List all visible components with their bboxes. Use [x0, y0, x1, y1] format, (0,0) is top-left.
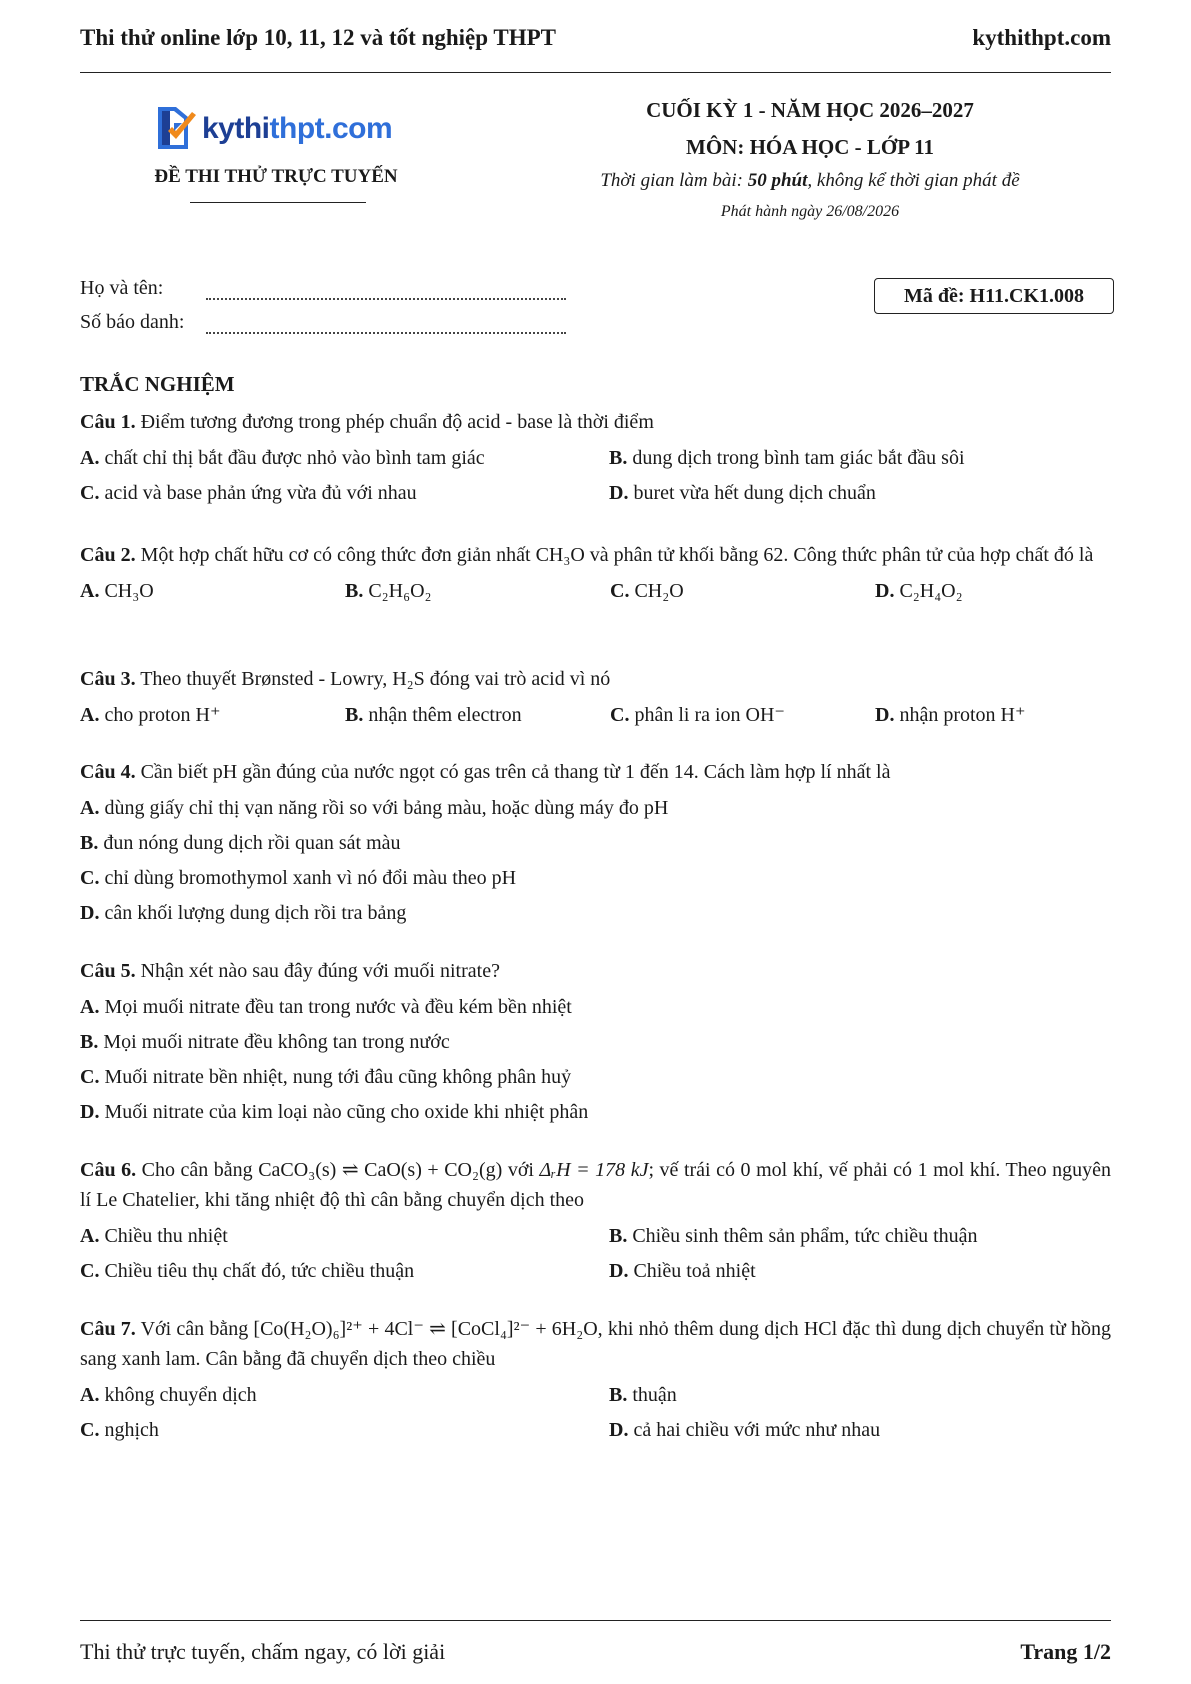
q7-option-c[interactable]: C. nghịch	[80, 1419, 159, 1441]
q2-option-c[interactable]: C. CH₂O	[610, 580, 684, 602]
question-7: Câu 7. Với cân bằng [Co(H₂O)₆]²⁺ + 4Cl⁻ ⇌ [CoCl₄]²⁻ + 6H₂O, khi nhỏ thêm dung dịch HCl đặc thì dung dịch chuyển từ hồng sang xanh lam. Cân bằng đã chuyển dịch theo chiều A. không chuyển dịch B. thuận C. nghịch D. cả hai chiều với mức như nhau	[80, 1314, 1111, 1445]
question-1: Câu 1. Điểm tương đương trong phép chuẩn độ acid - base là thời điểm A. chất chỉ thị bắt đầu được nhỏ vào bình tam giác B. dung dịch trong bình tam giác bắt đầu sôi C. acid và base phản ứng vừa đủ với nhau D. buret vừa hết dung dịch chuẩn	[80, 407, 1111, 508]
kythithpt-logo-icon	[152, 103, 200, 155]
q1-option-b[interactable]: B. dung dịch trong bình tam giác bắt đầu sôi	[609, 447, 965, 469]
exam-info	[540, 96, 1080, 223]
q6-option-c[interactable]: C. Chiều tiêu thụ chất đó, tức chiều thuận	[80, 1260, 415, 1282]
q6-enthalpy: ΔᵣH = 178 kJ	[539, 1159, 649, 1181]
logo-wordmark: kythithpt.com	[202, 112, 393, 145]
student-info	[80, 266, 566, 334]
name-label: Họ và tên:	[80, 277, 164, 299]
q7-option-d[interactable]: D. cả hai chiều với mức như nhau	[609, 1419, 881, 1441]
q4-option-c[interactable]: C. chỉ dùng bromothymol xanh vì nó đổi màu theo pH	[80, 867, 517, 889]
site-logo	[152, 103, 392, 155]
q6-equation: CaCO₃(s) ⇌ CaO(s) + CO₂(g)	[258, 1159, 503, 1181]
q5-option-d[interactable]: D. Muối nitrate của kim loại nào cũng cho oxide khi nhiệt phân	[80, 1101, 589, 1123]
q4-option-d[interactable]: D. cân khối lượng dung dịch rồi tra bảng	[80, 902, 407, 924]
page-footer	[80, 1620, 1111, 1665]
student-id-label: Số báo danh:	[80, 311, 185, 333]
q7-equation: [Co(H₂O)₆]²⁺ + 4Cl⁻ ⇌ [CoCl₄]²⁻ + 6H₂O	[253, 1318, 598, 1340]
q4-option-a[interactable]: A. dùng giấy chỉ thị vạn năng rồi so với bảng màu, hoặc dùng máy đo pH	[80, 797, 669, 819]
question-4: Câu 4. Cần biết pH gần đúng của nước ngọt có gas trên cả thang từ 1 đến 14. Cách làm hợp lí nhất là A. dùng giấy chỉ thị vạn năng rồi so với bảng màu, hoặc dùng máy đo pH B. đun nóng dung dịch rồi quan sát màu C. chỉ dùng bromothymol xanh vì nó đổi màu theo pH D. cân khối lượng dung dịch rồi tra bảng	[80, 757, 1111, 928]
q2-option-b[interactable]: B. C₂H₆O₂	[345, 580, 432, 602]
q7-option-a[interactable]: A. không chuyển dịch	[80, 1384, 257, 1406]
q3-option-a[interactable]: A. cho proton H⁺	[80, 704, 221, 726]
question-6: Câu 6. Cho cân bằng CaCO₃(s) ⇌ CaO(s) + CO₂(g) với ΔᵣH = 178 kJ; vế trái có 0 mol khí, vế phải có 1 mol khí. Theo nguyên lí Le Chatelier, khi tăng nhiệt độ thì cân bằng chuyển dịch theo A. Chiều thu nhiệt B. Chiều sinh thêm sản phẩm, tức chiều thuận C. Chiều tiêu thụ chất đó, tức chiều thuận D. Chiều toả nhiệt	[80, 1155, 1111, 1286]
q1-option-a[interactable]: A. chất chỉ thị bắt đầu được nhỏ vào bình tam giác	[80, 447, 485, 469]
name-field[interactable]	[206, 278, 566, 300]
header-site: kythithpt.com	[972, 25, 1111, 50]
q3-option-d[interactable]: D. nhận proton H⁺	[875, 704, 1026, 726]
q5-option-b[interactable]: B. Mọi muối nitrate đều không tan trong nước	[80, 1031, 450, 1053]
q7-option-b[interactable]: B. thuận	[609, 1384, 677, 1406]
q5-option-a[interactable]: A. Mọi muối nitrate đều tan trong nước và đều kém bền nhiệt	[80, 996, 572, 1018]
question-5: Câu 5. Nhận xét nào sau đây đúng với muối nitrate? A. Mọi muối nitrate đều tan trong nước và đều kém bền nhiệt B. Mọi muối nitrate đều không tan trong nước C. Muối nitrate bền nhiệt, nung tới đâu cũng không phân huỷ D. Muối nitrate của kim loại nào cũng cho oxide khi nhiệt phân	[80, 956, 1111, 1127]
q2-option-d[interactable]: D. C₂H₄O₂	[875, 580, 963, 602]
exam-term: CUỐI KỲ 1 - NĂM HỌC 2026–2027	[646, 98, 974, 122]
page-number: Trang 1/2	[1020, 1639, 1111, 1664]
exam-issue-date: Phát hành ngày 26/08/2026	[720, 203, 900, 220]
header-title: Thi thử online lớp 10, 11, 12 và tốt nghiệp THPT	[80, 25, 556, 50]
q6-option-b[interactable]: B. Chiều sinh thêm sản phẩm, tức chiều thuận	[609, 1225, 978, 1247]
q6-option-d[interactable]: D. Chiều toả nhiệt	[609, 1260, 756, 1282]
exam-duration: Thời gian làm bài: 50 phút, không kể thời gian phát đề	[600, 170, 1020, 191]
question-2: Câu 2. Một hợp chất hữu cơ có công thức đơn giản nhất CH₃O và phân tử khối bằng 62. Công thức phân tử của hợp chất đó là A. CH₃O B. C₂H₆O₂ C. CH₂O D. C₂H₄O₂	[80, 540, 1111, 606]
footer-tagline: Thi thử trực tuyến, chấm ngay, có lời giải	[80, 1639, 446, 1664]
section-title: TRẮC NGHIỆM	[80, 372, 235, 396]
page-header	[80, 22, 1111, 73]
q3-option-b[interactable]: B. nhận thêm electron	[345, 704, 522, 726]
question-3: Câu 3. Theo thuyết Brønsted - Lowry, H₂S đóng vai trò acid vì nó A. cho proton H⁺ B. nhận thêm electron C. phân li ra ion OH⁻ D. nhận proton H⁺	[80, 664, 1111, 730]
exam-code-box: Mã đề: H11.CK1.008	[874, 278, 1114, 314]
q6-option-a[interactable]: A. Chiều thu nhiệt	[80, 1225, 228, 1247]
exam-code: H11.CK1.008	[969, 284, 1084, 307]
q4-option-b[interactable]: B. đun nóng dung dịch rồi quan sát màu	[80, 832, 401, 854]
q1-option-c[interactable]: C. acid và base phản ứng vừa đủ với nhau	[80, 482, 417, 504]
student-id-field[interactable]	[206, 312, 566, 334]
q3-option-c[interactable]: C. phân li ra ion OH⁻	[610, 704, 785, 726]
exam-kind: ĐỀ THI THỬ TRỰC TUYẾN	[154, 166, 398, 187]
q5-option-c[interactable]: C. Muối nitrate bền nhiệt, nung tới đâu cũng không phân huỷ	[80, 1066, 572, 1088]
exam-subject: MÔN: HÓA HỌC - LỚP 11	[686, 135, 934, 159]
q2-option-a[interactable]: A. CH₃O	[80, 580, 154, 602]
q1-option-d[interactable]: D. buret vừa hết dung dịch chuẩn	[609, 482, 876, 504]
exam-kind-underline	[190, 202, 366, 203]
